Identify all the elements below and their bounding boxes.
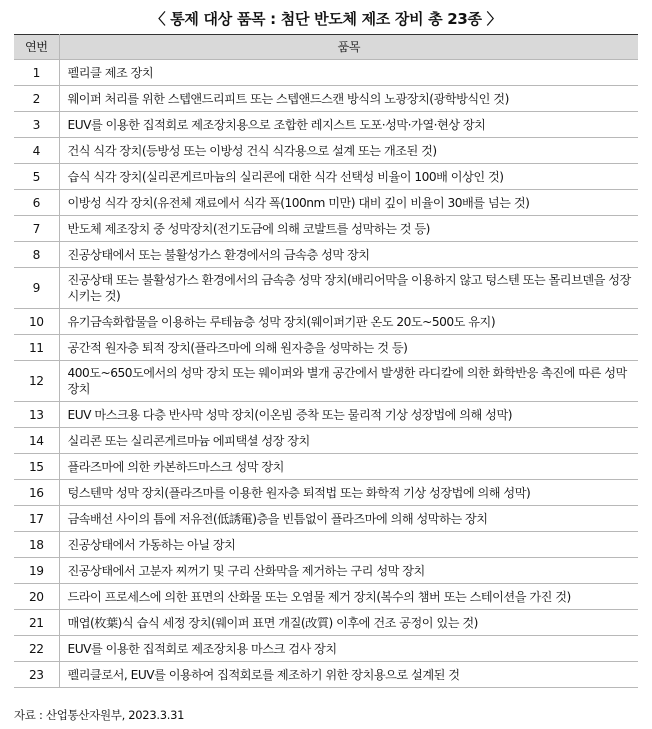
table-row [14, 636, 638, 662]
row-number: 15 [14, 454, 59, 480]
row-item: 습식 식각 장치(실리콘게르마늄의 실리콘에 대한 식각 선택성 비율이 100배 이상인 것) [59, 164, 638, 190]
row-item: 이방성 식각 장치(유전체 재료에서 식각 폭(100nm 미만) 대비 깊이 비율이 30배를 넘는 것) [59, 190, 638, 216]
row-number: 13 [14, 402, 59, 428]
row-number: 22 [14, 636, 59, 662]
row-number: 5 [14, 164, 59, 190]
table-row [14, 610, 638, 636]
row-item: 유기금속화합물을 이용하는 루테늄층 성막 장치(웨이퍼기판 온도 20도~500도 유지) [59, 309, 638, 335]
equipment-table [14, 34, 638, 688]
row-number: 12 [14, 361, 59, 402]
row-number: 1 [14, 60, 59, 86]
table-row [14, 164, 638, 190]
source-note: 자료 : 산업통산자원부, 2023.3.31 [14, 708, 185, 722]
row-item: 반도체 제조장치 중 성막장치(전기도금에 의해 코발트를 성막하는 것 등) [59, 216, 638, 242]
row-number: 4 [14, 138, 59, 164]
row-item: 금속배선 사이의 틈에 저유전(低誘電)층을 빈틈없이 플라즈마에 의해 성막하는 장치 [59, 506, 638, 532]
table-row [14, 532, 638, 558]
row-number: 17 [14, 506, 59, 532]
table-row [14, 112, 638, 138]
row-number: 11 [14, 335, 59, 361]
row-number: 6 [14, 190, 59, 216]
row-item: 텅스텐막 성막 장치(플라즈마를 이용한 원자층 퇴적법 또는 화학적 기상 성장법에 의해 성막) [59, 480, 638, 506]
row-item: 펠리클로서, EUV를 이용하여 집적회로를 제조하기 위한 장치용으로 설계된 것 [59, 662, 638, 688]
row-item: 실리콘 또는 실리콘게르마늄 에피택셜 성장 장치 [59, 428, 638, 454]
row-number: 2 [14, 86, 59, 112]
row-number: 9 [14, 268, 59, 309]
table-row [14, 60, 638, 86]
table-row [14, 138, 638, 164]
row-item: 건식 식각 장치(등방성 또는 이방성 건식 식각용으로 설계 또는 개조된 것) [59, 138, 638, 164]
table-row [14, 454, 638, 480]
row-number: 7 [14, 216, 59, 242]
row-item: 웨이퍼 처리를 위한 스텝앤드리피트 또는 스텝앤드스캔 방식의 노광장치(광학방식인 것) [59, 86, 638, 112]
row-item: 진공상태에서 고분자 찌꺼기 및 구리 산화막을 제거하는 구리 성막 장치 [59, 558, 638, 584]
table-header-row [14, 35, 638, 60]
table-row [14, 216, 638, 242]
table-row [14, 309, 638, 335]
row-number: 8 [14, 242, 59, 268]
row-number: 21 [14, 610, 59, 636]
row-item: EUV를 이용한 집적회로 제조장치용으로 조합한 레지스트 도포·성막·가열·현상 장치 [59, 112, 638, 138]
row-item: 펠리클 제조 장치 [59, 60, 638, 86]
table-row [14, 506, 638, 532]
row-item: 400도~650도에서의 성막 장치 또는 웨이퍼와 별개 공간에서 발생한 라디칼에 의한 화학반응 촉진에 따른 성막 장치 [59, 361, 638, 402]
table-row [14, 662, 638, 688]
row-number: 23 [14, 662, 59, 688]
table-row [14, 242, 638, 268]
header-item: 품목 [59, 35, 638, 60]
table-row [14, 361, 638, 402]
table-row [14, 190, 638, 216]
row-item: 플라즈마에 의한 카본하드마스크 성막 장치 [59, 454, 638, 480]
row-item: 매엽(枚葉)식 습식 세정 장치(웨이퍼 표면 개질(改質) 이후에 건조 공정이 있는 것) [59, 610, 638, 636]
row-item: EUV를 이용한 집적회로 제조장치용 마스크 검사 장치 [59, 636, 638, 662]
header-number: 연번 [14, 35, 59, 60]
row-number: 16 [14, 480, 59, 506]
row-number: 3 [14, 112, 59, 138]
table-row [14, 335, 638, 361]
row-item: 드라이 프로세스에 의한 표면의 산화물 또는 오염물 제거 장치(복수의 챔버 또는 스테이션을 가진 것) [59, 584, 638, 610]
row-item: EUV 마스크용 다층 반사막 성막 장치(이온빔 증착 또는 물리적 기상 성장법에 의해 성막) [59, 402, 638, 428]
table-row [14, 558, 638, 584]
row-number: 14 [14, 428, 59, 454]
table-row [14, 428, 638, 454]
table-row [14, 268, 638, 309]
table-title: 〈 통제 대상 품목 : 첨단 반도체 제조 장비 총 23종 〉 [150, 10, 502, 28]
row-number: 18 [14, 532, 59, 558]
table-row [14, 402, 638, 428]
row-item: 진공상태에서 또는 불활성가스 환경에서의 금속층 성막 장치 [59, 242, 638, 268]
row-number: 20 [14, 584, 59, 610]
row-number: 19 [14, 558, 59, 584]
row-item: 진공상태 또는 불활성가스 환경에서의 금속층 성막 장치(배리어막을 이용하지 않고 텅스텐 또는 몰리브덴을 성장시키는 것) [59, 268, 638, 309]
row-item: 진공상태에서 가동하는 아닐 장치 [59, 532, 638, 558]
table-row [14, 480, 638, 506]
row-item: 공간적 원자층 퇴적 장치(플라즈마에 의해 원자층을 성막하는 것 등) [59, 335, 638, 361]
row-number: 10 [14, 309, 59, 335]
table-row [14, 86, 638, 112]
table-row [14, 584, 638, 610]
